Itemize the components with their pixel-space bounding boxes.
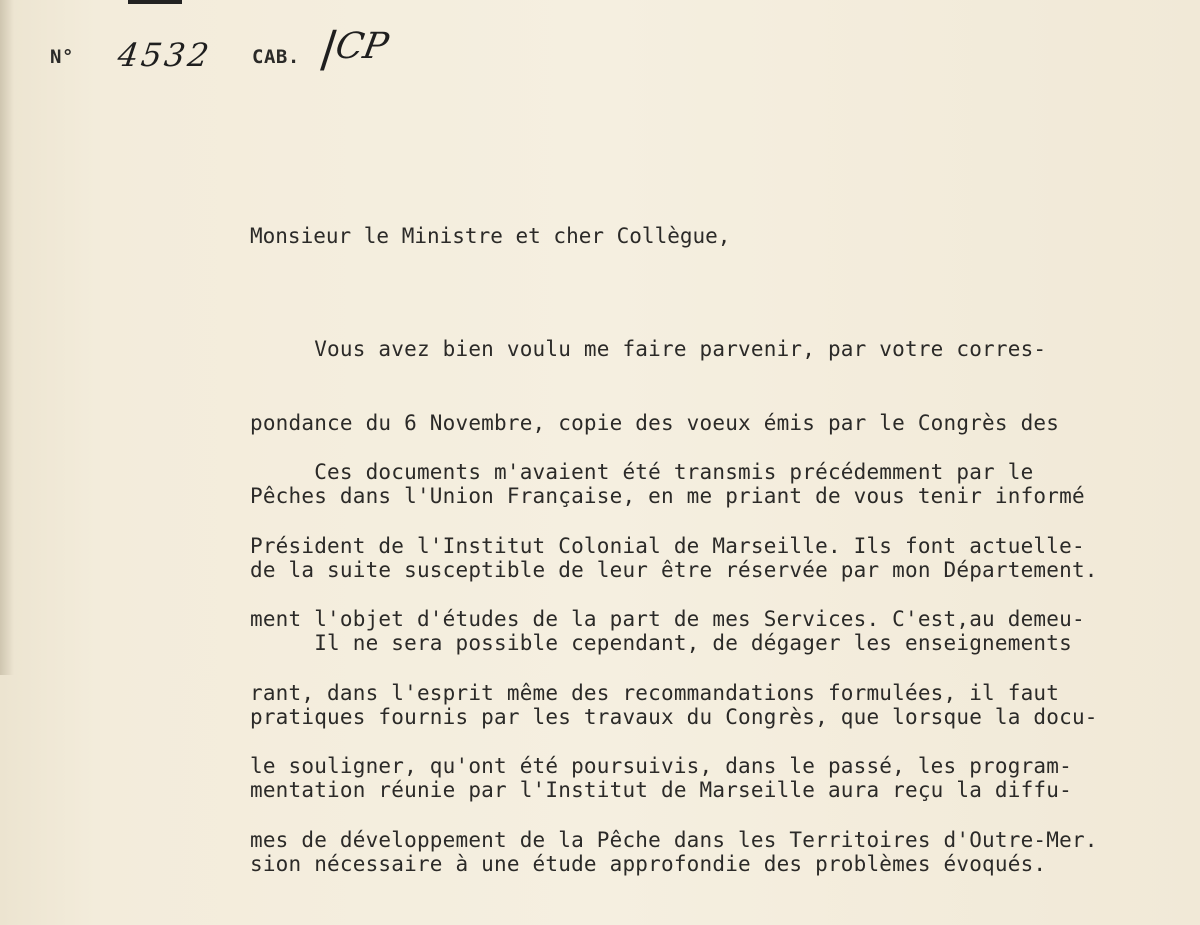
handwritten-slash: /	[320, 20, 337, 78]
handwritten-cabinet-initials: CP	[332, 26, 392, 67]
paragraph-3	[250, 582, 1098, 925]
salutation: Monsieur le Ministre et cher Collègue,	[250, 224, 731, 248]
handwritten-reference-number: 4532	[115, 36, 215, 74]
text-line: rant, dans l'esprit même des recommandations formulées, il faut	[250, 680, 1060, 705]
text-line: de la suite susceptible de leur être réservée par mon Département.	[250, 557, 1098, 582]
reference-number-label: N°	[50, 46, 74, 68]
text-line: pondance du 6 Novembre, copie des voeux émis par le Congrès des	[250, 410, 1060, 435]
text-line: le souligner, qu'ont été poursuivis, dans le passé, les program-	[250, 754, 1072, 778]
text-line: mentation réunie par l'Institut de Marseille aura reçu la diffu-	[250, 778, 1072, 802]
text-line: Président de l'Institut Colonial de Marseille. Ils font actuelle-	[250, 533, 1085, 558]
text-line: Pêches dans l'Union Française, en me priant de vous tenir informé	[250, 484, 1085, 508]
text-line: sion nécessaire à une étude approfondie des problèmes évoqués.	[250, 851, 1047, 876]
top-edge-mark	[128, 0, 182, 4]
text-line: ment l'objet d'études de la part de mes Services. C'est,au demeu-	[250, 607, 1085, 631]
page-edge-shadow	[0, 0, 14, 675]
text-line: mes de développement de la Pêche dans les Territoires d'Outre-Mer.	[250, 827, 1098, 852]
text-line: pratiques fournis par les travaux du Congrès, que lorsque la docu-	[250, 704, 1098, 729]
text-line: Il ne sera possible cependant, de dégager les enseignements	[250, 631, 1072, 655]
cabinet-label: CAB.	[252, 46, 300, 68]
text-line: Ces documents m'avaient été transmis précédemment par le	[250, 460, 1034, 484]
text-line: Vous avez bien voulu me faire parvenir, par votre corres-	[250, 337, 1047, 361]
